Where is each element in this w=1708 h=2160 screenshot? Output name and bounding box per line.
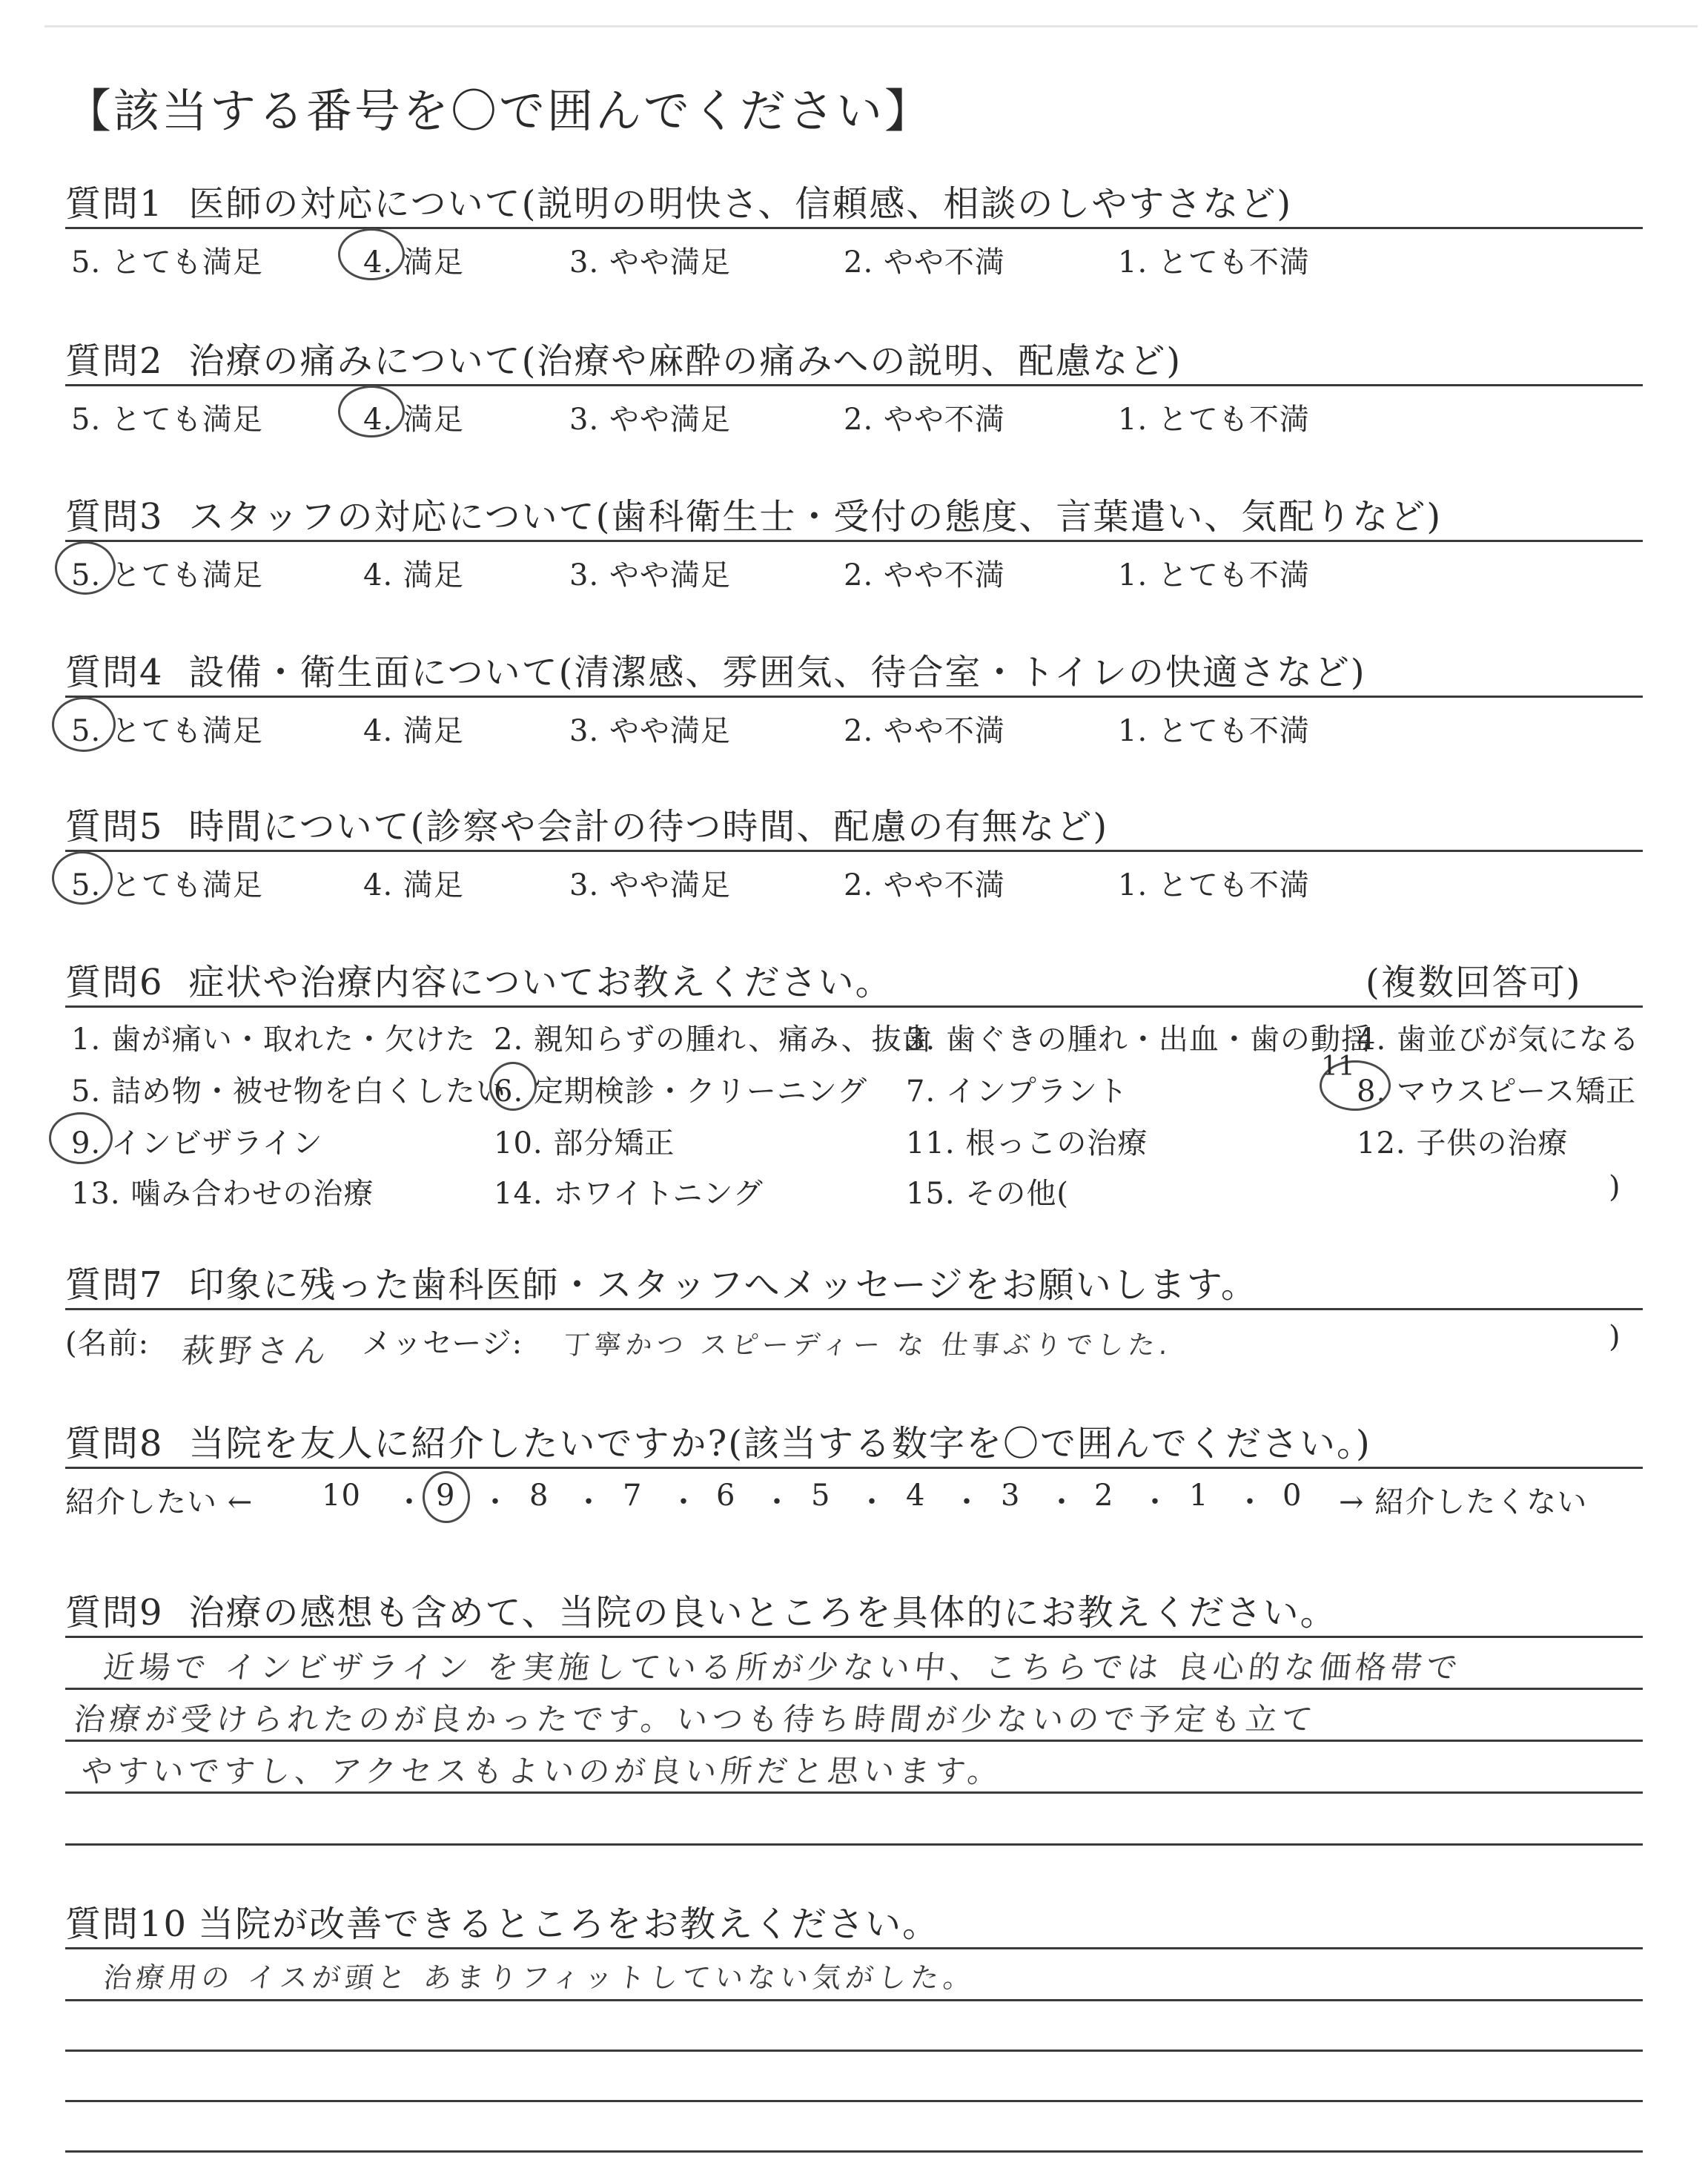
question-5-heading	[65, 798, 1108, 849]
form-title: 【該当する番号を〇で囲んでください】	[65, 84, 933, 138]
q8-scale-3[interactable]: 3	[1001, 1479, 1021, 1513]
q6-hand-mark: 11	[1321, 1051, 1355, 1082]
question-6-number: 質問6	[65, 962, 164, 1003]
q8-scale-7[interactable]: 7	[623, 1479, 643, 1513]
q2-option-3[interactable]: 3. やや満足	[569, 403, 731, 437]
q5-option-2[interactable]: 2. やや不満	[844, 868, 1005, 902]
q6-item-7[interactable]: 7. インプラント	[906, 1074, 1128, 1109]
q8-sep-5: ・	[762, 1485, 792, 1519]
q8-sep-3: ・	[574, 1485, 604, 1519]
q8-scale-2[interactable]: 2	[1094, 1479, 1114, 1513]
question-2-heading	[65, 332, 1182, 383]
q5-option-1[interactable]: 1. とても不満	[1118, 868, 1310, 902]
question-9-text: 治療の感想も含めて、当院の良いところを具体的にお教えください。	[188, 1592, 1337, 1634]
q10-line-1	[65, 1947, 1643, 1949]
q8-scale-1[interactable]: 1	[1189, 1479, 1209, 1513]
question-2-rule	[65, 384, 1643, 386]
q8-sep-8: ・	[1047, 1485, 1077, 1519]
question-1-number: 質問1	[65, 183, 164, 225]
q8-scale-5[interactable]: 5	[811, 1479, 831, 1513]
q1-option-4[interactable]: 4. 満足	[363, 245, 464, 280]
q9-answer-line-3[interactable]: やすいですし、アクセスもよいのが良い所だと思います。	[79, 1753, 1005, 1789]
question-3-rule	[65, 540, 1643, 542]
question-1-text: 医師の対応について(説明の明快さ、信頼感、相談のしやすさなど)	[188, 183, 1293, 225]
q10-line-3	[65, 2050, 1643, 2052]
q8-sep-1: ・	[394, 1485, 425, 1519]
q5-option-5[interactable]: 5. とても満足	[71, 868, 263, 902]
q8-scale-8[interactable]: 8	[529, 1479, 549, 1513]
question-4-heading	[65, 644, 1366, 695]
q8-scale-9[interactable]: 9	[436, 1479, 456, 1513]
q1-option-1[interactable]: 1. とても不満	[1118, 245, 1310, 280]
question-7-number: 質問7	[65, 1264, 164, 1306]
q6-item-9[interactable]: 9. インビザライン	[71, 1126, 323, 1160]
question-10-heading	[65, 1895, 939, 1946]
question-8-text: 当院を友人に紹介したいですか?(該当する数字を〇で囲んでください。)	[188, 1423, 1371, 1464]
question-8-heading	[65, 1415, 1371, 1466]
q9-line-5	[65, 1843, 1643, 1846]
q8-scale-10[interactable]: 10	[322, 1479, 361, 1513]
q8-scale-4[interactable]: 4	[906, 1479, 926, 1513]
q9-answer-line-1[interactable]: 近場で インビザライン を実施している所が少ない中、こちらでは 良心的な価格帯で	[102, 1649, 1464, 1685]
scan-top-edge	[44, 25, 1698, 27]
question-7-text: 印象に残った歯科医師・スタッフへメッセージをお願いします。	[188, 1264, 1258, 1306]
q3-option-2[interactable]: 2. やや不満	[844, 558, 1005, 592]
question-3-heading	[65, 488, 1442, 539]
q7-name-label: (名前:	[65, 1327, 150, 1361]
question-6-note: (複数回答可)	[1366, 962, 1582, 1003]
q3-option-4[interactable]: 4. 満足	[363, 558, 464, 592]
q3-option-5[interactable]: 5. とても満足	[71, 558, 263, 592]
question-5-rule	[65, 850, 1643, 852]
q8-sep-6: ・	[857, 1485, 887, 1519]
question-3-number: 質問3	[65, 496, 164, 538]
q8-left-label: 紹介したい ←	[65, 1485, 254, 1519]
question-6-rule	[65, 1005, 1643, 1008]
q4-option-4[interactable]: 4. 満足	[363, 714, 464, 748]
q6-item-12[interactable]: 12. 子供の治療	[1357, 1126, 1569, 1160]
question-9-heading	[65, 1584, 1337, 1635]
question-6-text: 症状や治療内容についてお教えください。	[188, 962, 893, 1003]
q6-item-14[interactable]: 14. ホワイトニング	[494, 1177, 764, 1211]
q1-option-2[interactable]: 2. やや不満	[844, 245, 1005, 280]
q7-message-label: メッセージ:	[362, 1327, 523, 1361]
question-5-text: 時間について(診察や会計の待つ時間、配慮の有無など)	[188, 806, 1109, 848]
q6-item-5[interactable]: 5. 詰め物・被せ物を白くしたい	[71, 1074, 506, 1109]
q10-line-4	[65, 2100, 1643, 2102]
question-2-text: 治療の痛みについて(治療や麻酔の痛みへの説明、配慮など)	[188, 340, 1182, 382]
question-4-rule	[65, 696, 1643, 698]
q6-item-2[interactable]: 2. 親知らずの腫れ、痛み、抜歯	[494, 1023, 933, 1057]
q10-answer-line-1[interactable]: 治療用の イスが頭と あまりフィットしていない気がした。	[102, 1961, 978, 1994]
q8-sep-4: ・	[669, 1485, 699, 1519]
q5-option-4[interactable]: 4. 満足	[363, 868, 464, 902]
q5-option-3[interactable]: 3. やや満足	[569, 868, 731, 902]
q8-sep-7: ・	[952, 1485, 982, 1519]
q10-line-2	[65, 1999, 1643, 2001]
q4-option-5[interactable]: 5. とても満足	[71, 714, 263, 748]
q9-line-1	[65, 1636, 1643, 1638]
q10-line-5	[65, 2150, 1643, 2153]
question-3-text: スタッフの対応について(歯科衛生士・受付の態度、言葉遣い、気配りなど)	[188, 496, 1443, 538]
question-10-text: 当院が改善できるところをお教えください。	[198, 1903, 940, 1945]
q2-option-1[interactable]: 1. とても不満	[1118, 403, 1310, 437]
question-8-number: 質問8	[65, 1423, 164, 1464]
q6-item-10[interactable]: 10. 部分矯正	[494, 1126, 675, 1160]
q8-scale-0[interactable]: 0	[1282, 1479, 1302, 1513]
q9-line-3	[65, 1740, 1643, 1742]
question-1-heading	[65, 175, 1292, 226]
q9-line-2	[65, 1688, 1643, 1690]
q6-item-11[interactable]: 11. 根っこの治療	[906, 1126, 1148, 1160]
question-2-number: 質問2	[65, 340, 164, 382]
q4-option-3[interactable]: 3. やや満足	[569, 714, 731, 748]
q8-sep-9: ・	[1140, 1485, 1171, 1519]
q7-message-value[interactable]: 丁寧かつ スピーディー な 仕事ぶりでした.	[561, 1330, 1174, 1361]
q8-scale-6[interactable]: 6	[716, 1479, 736, 1513]
q6-item-6[interactable]: 6. 定期検診・クリーニング	[494, 1074, 868, 1109]
question-6-heading	[65, 954, 893, 1005]
question-5-number: 質問5	[65, 806, 164, 848]
q6-item-4[interactable]: 4. 歯並びが気になる	[1357, 1023, 1640, 1057]
question-10-number: 質問10	[65, 1903, 188, 1945]
q7-close-paren: )	[1609, 1320, 1621, 1354]
q4-option-1[interactable]: 1. とても不満	[1118, 714, 1310, 748]
q6-item-15[interactable]: 15. その他(	[906, 1177, 1069, 1211]
q3-option-1[interactable]: 1. とても不満	[1118, 558, 1310, 592]
q8-right-label: → 紹介したくない	[1339, 1485, 1588, 1519]
q2-option-2[interactable]: 2. やや不満	[844, 403, 1005, 437]
question-7-rule	[65, 1308, 1643, 1310]
q6-item-8[interactable]: 8. マウスピース矯正	[1357, 1074, 1637, 1109]
q1-option-5[interactable]: 5. とても満足	[71, 245, 263, 280]
question-4-number: 質問4	[65, 652, 164, 693]
question-8-rule	[65, 1467, 1643, 1469]
q2-option-4[interactable]: 4. 満足	[363, 403, 464, 437]
q9-answer-line-2[interactable]: 治療が受けられたのが良かったです。いつも待ち時間が少ないので予定も立て	[72, 1701, 1319, 1737]
q2-option-5[interactable]: 5. とても満足	[71, 403, 263, 437]
question-7-heading	[65, 1256, 1258, 1307]
q6-item-1[interactable]: 1. 歯が痛い・取れた・欠けた	[71, 1023, 476, 1057]
question-9-number: 質問9	[65, 1592, 164, 1634]
q1-option-3[interactable]: 3. やや満足	[569, 245, 731, 280]
q8-sep-2: ・	[480, 1485, 511, 1519]
q9-line-4	[65, 1791, 1643, 1794]
question-1-rule	[65, 227, 1643, 229]
q8-sep-10: ・	[1235, 1485, 1265, 1519]
q7-name-value[interactable]: 萩野さん	[179, 1332, 333, 1370]
question-4-text: 設備・衛生面について(清潔感、雰囲気、待合室・トイレの快適さなど)	[188, 652, 1366, 693]
q4-option-2[interactable]: 2. やや不満	[844, 714, 1005, 748]
q3-option-3[interactable]: 3. やや満足	[569, 558, 731, 592]
q6-item-13[interactable]: 13. 噛み合わせの治療	[71, 1177, 374, 1211]
q6-item-3[interactable]: 3. 歯ぐきの腫れ・出血・歯の動揺	[906, 1023, 1371, 1057]
q6-other-close-paren: )	[1609, 1170, 1621, 1204]
